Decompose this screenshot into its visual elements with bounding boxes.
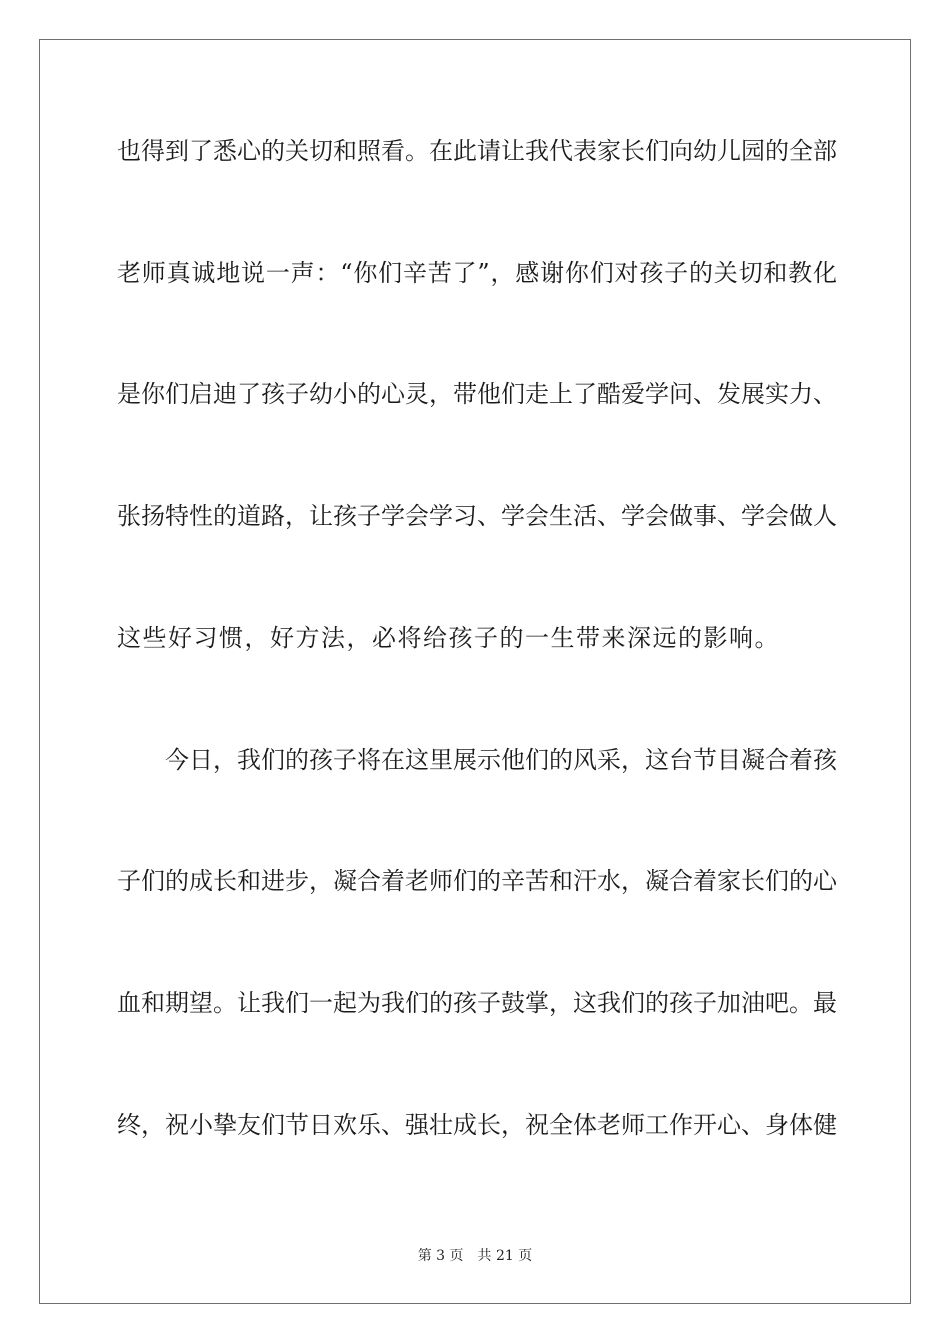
text-line-6: 今日，我们的孩子将在这里展示他们的风采，这台节目凝合着孩 (165, 746, 837, 774)
page-footer (0, 1246, 950, 1266)
text-line-8: 血和期望。让我们一起为我们的孩子鼓掌，这我们的孩子加油吧。最 (117, 989, 837, 1017)
text-line-4: 张扬特性的道路，让孩子学会学习、学会生活、学会做事、学会做人 (117, 502, 837, 530)
page-total: 共 21 页 (477, 1248, 533, 1264)
text-line-7: 子们的成长和进步，凝合着老师们的辛苦和汗水，凝合着家长们的心 (117, 867, 837, 895)
text-line-5: 这些好习惯，好方法，必将给孩子的一生带来深远的影响。 (117, 624, 780, 652)
text-line-3: 是你们启迪了孩子幼小的心灵，带他们走上了酷爱学问、发展实力、 (117, 380, 837, 408)
page-number: 第 3 页 (417, 1248, 464, 1264)
text-line-9: 终，祝小挚友们节日欢乐、强壮成长，祝全体老师工作开心、身体健 (117, 1111, 837, 1139)
text-line-2: 老师真诚地说一声：“你们辛苦了”，感谢你们对孩子的关切和教化 (117, 259, 837, 287)
text-line-1: 也得到了悉心的关切和照看。在此请让我代表家长们向幼儿园的全部 (117, 137, 837, 165)
